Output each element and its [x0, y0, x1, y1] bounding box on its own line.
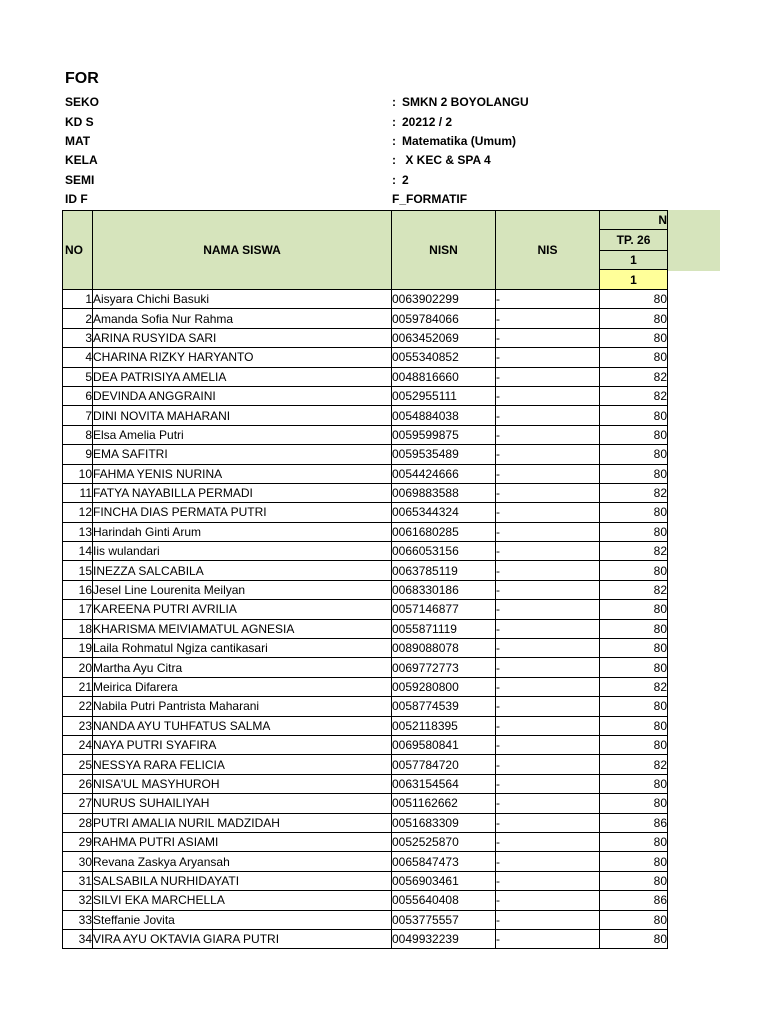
table-row	[63, 580, 668, 599]
row-number-cell[interactable]: 23	[63, 716, 93, 735]
student-name-cell[interactable]: NESSYA RARA FELICIA	[93, 755, 392, 774]
nisn-cell[interactable]: 0049932239	[392, 929, 496, 948]
nis-cell[interactable]: -	[496, 813, 600, 832]
score-cell[interactable]: 80	[600, 794, 668, 813]
student-name-cell[interactable]: Harindah Ginti Arum	[93, 522, 392, 541]
table-row	[63, 794, 668, 813]
nisn-cell[interactable]: 0059280800	[392, 677, 496, 696]
row-number-cell[interactable]: 21	[63, 677, 93, 696]
student-grade-table	[62, 210, 668, 949]
nisn-cell[interactable]: 0057784720	[392, 755, 496, 774]
nisn-cell[interactable]: 0059599875	[392, 425, 496, 444]
nis-cell[interactable]: -	[496, 367, 600, 386]
nisn-cell[interactable]: 0066053156	[392, 542, 496, 561]
nis-cell[interactable]: -	[496, 774, 600, 793]
table-row	[63, 290, 668, 309]
nis-cell[interactable]: -	[496, 386, 600, 405]
col-header-no[interactable]: NO	[63, 211, 93, 290]
score-cell[interactable]: 82	[600, 367, 668, 386]
student-name-cell[interactable]: DEA PATRISIYA AMELIA	[93, 367, 392, 386]
nis-cell[interactable]: -	[496, 910, 600, 929]
table-row	[63, 406, 668, 425]
row-number-cell[interactable]: 33	[63, 910, 93, 929]
colon: :	[392, 153, 396, 167]
school-label: SEKO	[65, 95, 100, 109]
row-number-cell[interactable]: 29	[63, 832, 93, 851]
row-number-cell[interactable]: 25	[63, 755, 93, 774]
score-cell[interactable]: 80	[600, 425, 668, 444]
student-name-cell[interactable]: KHARISMA MEIVIAMATUL AGNESIA	[93, 619, 392, 638]
nisn-cell[interactable]: 0052525870	[392, 832, 496, 851]
score-cell[interactable]: 80	[600, 832, 668, 851]
row-number-cell[interactable]: 11	[63, 483, 93, 502]
table-row	[63, 813, 668, 832]
student-name-cell[interactable]: DEVINDA ANGGRAINI	[93, 386, 392, 405]
table-row	[63, 328, 668, 347]
nisn-cell[interactable]: 0059535489	[392, 445, 496, 464]
semester-label: SEMI	[65, 173, 95, 187]
score-cell[interactable]: 80	[600, 852, 668, 871]
score-cell[interactable]: 80	[600, 503, 668, 522]
nis-cell[interactable]: -	[496, 832, 600, 851]
nis-cell[interactable]: -	[496, 891, 600, 910]
score-cell[interactable]: 80	[600, 406, 668, 425]
student-name-cell[interactable]: DINI NOVITA MAHARANI	[93, 406, 392, 425]
row-number-cell[interactable]: 27	[63, 794, 93, 813]
score-cell[interactable]: 80	[600, 619, 668, 638]
student-name-cell[interactable]: ARINA RUSYIDA SARI	[93, 328, 392, 347]
student-name-cell[interactable]: Iis wulandari	[93, 542, 392, 561]
table-row	[63, 658, 668, 677]
table-row	[63, 483, 668, 502]
row-number-cell[interactable]: 8	[63, 425, 93, 444]
colon: :	[392, 173, 396, 187]
nisn-cell[interactable]: 0069883588	[392, 483, 496, 502]
table-row	[63, 503, 668, 522]
col-header-sub2[interactable]: 1	[600, 270, 668, 290]
row-number-cell[interactable]: 10	[63, 464, 93, 483]
student-name-cell[interactable]: INEZZA SALCABILA	[93, 561, 392, 580]
col-header-sub1[interactable]: 1	[600, 251, 668, 270]
table-row	[63, 561, 668, 580]
row-number-cell[interactable]: 30	[63, 852, 93, 871]
nis-cell[interactable]: -	[496, 852, 600, 871]
student-name-cell[interactable]: NANDA AYU TUHFATUS SALMA	[93, 716, 392, 735]
nis-cell[interactable]: -	[496, 445, 600, 464]
student-name-cell[interactable]: FAHMA YENIS NURINA	[93, 464, 392, 483]
table-row	[63, 600, 668, 619]
score-cell[interactable]: 80	[600, 464, 668, 483]
row-number-cell[interactable]: 3	[63, 328, 93, 347]
kd-value: 20212 / 2	[402, 115, 453, 129]
row-number-cell[interactable]: 12	[63, 503, 93, 522]
subject-label: MAT	[65, 134, 91, 148]
nis-cell[interactable]: -	[496, 503, 600, 522]
student-name-cell[interactable]: Aisyara Chichi Basuki	[93, 290, 392, 309]
nis-cell[interactable]: -	[496, 619, 600, 638]
nis-cell[interactable]: -	[496, 658, 600, 677]
score-cell[interactable]: 80	[600, 600, 668, 619]
student-name-cell[interactable]: VIRA AYU OKTAVIA GIARA PUTRI	[93, 929, 392, 948]
row-number-cell[interactable]: 16	[63, 580, 93, 599]
nisn-cell[interactable]: 0053775557	[392, 910, 496, 929]
row-number-cell[interactable]: 4	[63, 348, 93, 367]
col-header-name[interactable]: NAMA SISWA	[93, 211, 392, 290]
score-cell[interactable]: 80	[600, 871, 668, 890]
table-row	[63, 367, 668, 386]
nisn-cell[interactable]: 0089088078	[392, 639, 496, 658]
row-number-cell[interactable]: 17	[63, 600, 93, 619]
student-name-cell[interactable]: Laila Rohmatul Ngiza cantikasari	[93, 639, 392, 658]
score-cell[interactable]: 80	[600, 716, 668, 735]
nisn-cell[interactable]: 0048816660	[392, 367, 496, 386]
colon: :	[392, 115, 396, 129]
table-row	[63, 774, 668, 793]
score-cell[interactable]: 80	[600, 290, 668, 309]
id-value: F_FORMATIF	[392, 192, 468, 206]
nisn-cell[interactable]: 0063154564	[392, 774, 496, 793]
table-row	[63, 697, 668, 716]
student-name-cell[interactable]: Martha Ayu Citra	[93, 658, 392, 677]
table-row	[63, 348, 668, 367]
row-number-cell[interactable]: 22	[63, 697, 93, 716]
row-number-cell[interactable]: 19	[63, 639, 93, 658]
student-name-cell[interactable]: Elsa Amelia Putri	[93, 425, 392, 444]
table-row	[63, 445, 668, 464]
table-row	[63, 619, 668, 638]
semester-value: 2	[402, 173, 409, 187]
nisn-cell[interactable]: 0056903461	[392, 871, 496, 890]
score-cell[interactable]: 82	[600, 542, 668, 561]
nisn-cell[interactable]: 0061680285	[392, 522, 496, 541]
score-cell[interactable]: 86	[600, 813, 668, 832]
student-name-cell[interactable]: NISA'UL MASYHUROH	[93, 774, 392, 793]
score-cell[interactable]: 80	[600, 910, 668, 929]
table-row	[63, 464, 668, 483]
table-row	[63, 871, 668, 890]
nisn-cell[interactable]: 0059784066	[392, 309, 496, 328]
subject-value: Matematika (Umum)	[402, 134, 517, 148]
score-cell[interactable]: 80	[600, 639, 668, 658]
row-number-cell[interactable]: 9	[63, 445, 93, 464]
nisn-cell[interactable]: 0054884038	[392, 406, 496, 425]
table-row	[63, 639, 668, 658]
score-cell[interactable]: 82	[600, 580, 668, 599]
student-name-cell[interactable]: NURUS SUHAILIYAH	[93, 794, 392, 813]
table-row	[63, 929, 668, 948]
table-row	[63, 386, 668, 405]
row-number-cell[interactable]: 26	[63, 774, 93, 793]
score-cell[interactable]: 80	[600, 328, 668, 347]
score-cell[interactable]: 82	[600, 483, 668, 502]
nisn-cell[interactable]: 0063902299	[392, 290, 496, 309]
row-number-cell[interactable]: 13	[63, 522, 93, 541]
score-cell[interactable]: 80	[600, 929, 668, 948]
student-name-cell[interactable]: PUTRI AMALIA NURIL MADZIDAH	[93, 813, 392, 832]
class-label: KELA	[65, 153, 98, 167]
student-name-cell[interactable]: Amanda Sofia Nur Rahma	[93, 309, 392, 328]
student-name-cell[interactable]: Revana Zaskya Aryansah	[93, 852, 392, 871]
nis-cell[interactable]: -	[496, 425, 600, 444]
row-number-cell[interactable]: 31	[63, 871, 93, 890]
colon: :	[392, 95, 396, 109]
student-name-cell[interactable]: EMA SAFITRI	[93, 445, 392, 464]
col-header-nisn[interactable]: NISN	[392, 211, 496, 290]
class-value: X KEC & SPA 4	[402, 153, 491, 167]
col-header-nis[interactable]: NIS	[496, 211, 600, 290]
score-cell[interactable]: 80	[600, 445, 668, 464]
student-name-cell[interactable]: Jesel Line Lourenita Meilyan	[93, 580, 392, 599]
student-name-cell[interactable]: Meirica Difarera	[93, 677, 392, 696]
row-number-cell[interactable]: 34	[63, 929, 93, 948]
score-cell[interactable]: 80	[600, 522, 668, 541]
nisn-cell[interactable]: 0063452069	[392, 328, 496, 347]
student-name-cell[interactable]: Nabila Putri Pantrista Maharani	[93, 697, 392, 716]
student-name-cell[interactable]: RAHMA PUTRI ASIAMI	[93, 832, 392, 851]
row-number-cell[interactable]: 6	[63, 386, 93, 405]
row-number-cell[interactable]: 1	[63, 290, 93, 309]
table-row	[63, 832, 668, 851]
nis-cell[interactable]: -	[496, 483, 600, 502]
nisn-cell[interactable]: 0052118395	[392, 716, 496, 735]
kd-label: KD S	[65, 115, 94, 129]
nisn-cell[interactable]: 0057146877	[392, 600, 496, 619]
nis-cell[interactable]: -	[496, 716, 600, 735]
nis-cell[interactable]: -	[496, 871, 600, 890]
nis-cell[interactable]: -	[496, 794, 600, 813]
nisn-cell[interactable]: 0051162662	[392, 794, 496, 813]
school-value: SMKN 2 BOYOLANGU	[402, 95, 529, 109]
nis-cell[interactable]: -	[496, 290, 600, 309]
nisn-cell[interactable]: 0069580841	[392, 735, 496, 754]
table-row	[63, 716, 668, 735]
nisn-cell[interactable]: 0055871119	[392, 619, 496, 638]
score-cell[interactable]: 80	[600, 774, 668, 793]
student-name-cell[interactable]: Steffanie Jovita	[93, 910, 392, 929]
nisn-cell[interactable]: 0054424666	[392, 464, 496, 483]
student-name-cell[interactable]: SILVI EKA MARCHELLA	[93, 891, 392, 910]
nis-cell[interactable]: -	[496, 580, 600, 599]
score-cell[interactable]: 80	[600, 658, 668, 677]
form-title: FOR	[65, 70, 99, 87]
nisn-cell[interactable]: 0055640408	[392, 891, 496, 910]
nisn-cell[interactable]: 0055340852	[392, 348, 496, 367]
nis-cell[interactable]: -	[496, 735, 600, 754]
table-row	[63, 542, 668, 561]
nisn-cell[interactable]: 0069772773	[392, 658, 496, 677]
nis-cell[interactable]: -	[496, 697, 600, 716]
nis-cell[interactable]: -	[496, 600, 600, 619]
table-row	[63, 910, 668, 929]
table-row	[63, 677, 668, 696]
nisn-cell[interactable]: 0068330186	[392, 580, 496, 599]
student-name-cell[interactable]: SALSABILA NURHIDAYATI	[93, 871, 392, 890]
nisn-cell[interactable]: 0065344324	[392, 503, 496, 522]
nis-cell[interactable]: -	[496, 561, 600, 580]
student-name-cell[interactable]: FATYA NAYABILLA PERMADI	[93, 483, 392, 502]
score-cell[interactable]: 82	[600, 386, 668, 405]
nis-cell[interactable]: -	[496, 522, 600, 541]
nis-cell[interactable]: -	[496, 639, 600, 658]
nis-cell[interactable]: -	[496, 755, 600, 774]
col-header-tp[interactable]: TP. 26	[600, 230, 668, 251]
row-number-cell[interactable]: 7	[63, 406, 93, 425]
score-cell[interactable]: 80	[600, 697, 668, 716]
row-number-cell[interactable]: 24	[63, 735, 93, 754]
score-cell[interactable]: 82	[600, 755, 668, 774]
score-cell[interactable]: 80	[600, 309, 668, 328]
nis-cell[interactable]: -	[496, 677, 600, 696]
row-number-cell[interactable]: 32	[63, 891, 93, 910]
row-number-cell[interactable]: 14	[63, 542, 93, 561]
col-header-group[interactable]: N	[600, 211, 668, 230]
header-fill	[661, 210, 720, 271]
nis-cell[interactable]: -	[496, 348, 600, 367]
table-row	[63, 891, 668, 910]
nis-cell[interactable]: -	[496, 464, 600, 483]
score-cell[interactable]: 80	[600, 735, 668, 754]
nisn-cell[interactable]: 0051683309	[392, 813, 496, 832]
score-cell[interactable]: 86	[600, 891, 668, 910]
table-row	[63, 425, 668, 444]
row-number-cell[interactable]: 5	[63, 367, 93, 386]
nis-cell[interactable]: -	[496, 542, 600, 561]
row-number-cell[interactable]: 2	[63, 309, 93, 328]
nisn-cell[interactable]: 0065847473	[392, 852, 496, 871]
row-number-cell[interactable]: 20	[63, 658, 93, 677]
nis-cell[interactable]: -	[496, 929, 600, 948]
row-number-cell[interactable]: 15	[63, 561, 93, 580]
table-row	[63, 735, 668, 754]
score-cell[interactable]: 80	[600, 348, 668, 367]
student-name-cell[interactable]: NAYA PUTRI SYAFIRA	[93, 735, 392, 754]
table-row	[63, 852, 668, 871]
nis-cell[interactable]: -	[496, 406, 600, 425]
score-cell[interactable]: 82	[600, 677, 668, 696]
id-label: ID F	[65, 192, 88, 206]
nisn-cell[interactable]: 0063785119	[392, 561, 496, 580]
nisn-cell[interactable]: 0052955111	[392, 386, 496, 405]
student-name-cell[interactable]: FINCHA DIAS PERMATA PUTRI	[93, 503, 392, 522]
nis-cell[interactable]: -	[496, 328, 600, 347]
row-number-cell[interactable]: 18	[63, 619, 93, 638]
nisn-cell[interactable]: 0058774539	[392, 697, 496, 716]
student-name-cell[interactable]: CHARINA RIZKY HARYANTO	[93, 348, 392, 367]
colon: :	[392, 134, 396, 148]
score-cell[interactable]: 80	[600, 561, 668, 580]
nis-cell[interactable]: -	[496, 309, 600, 328]
table-row	[63, 309, 668, 328]
row-number-cell[interactable]: 28	[63, 813, 93, 832]
table-row	[63, 522, 668, 541]
table-row	[63, 755, 668, 774]
student-name-cell[interactable]: KAREENA PUTRI AVRILIA	[93, 600, 392, 619]
